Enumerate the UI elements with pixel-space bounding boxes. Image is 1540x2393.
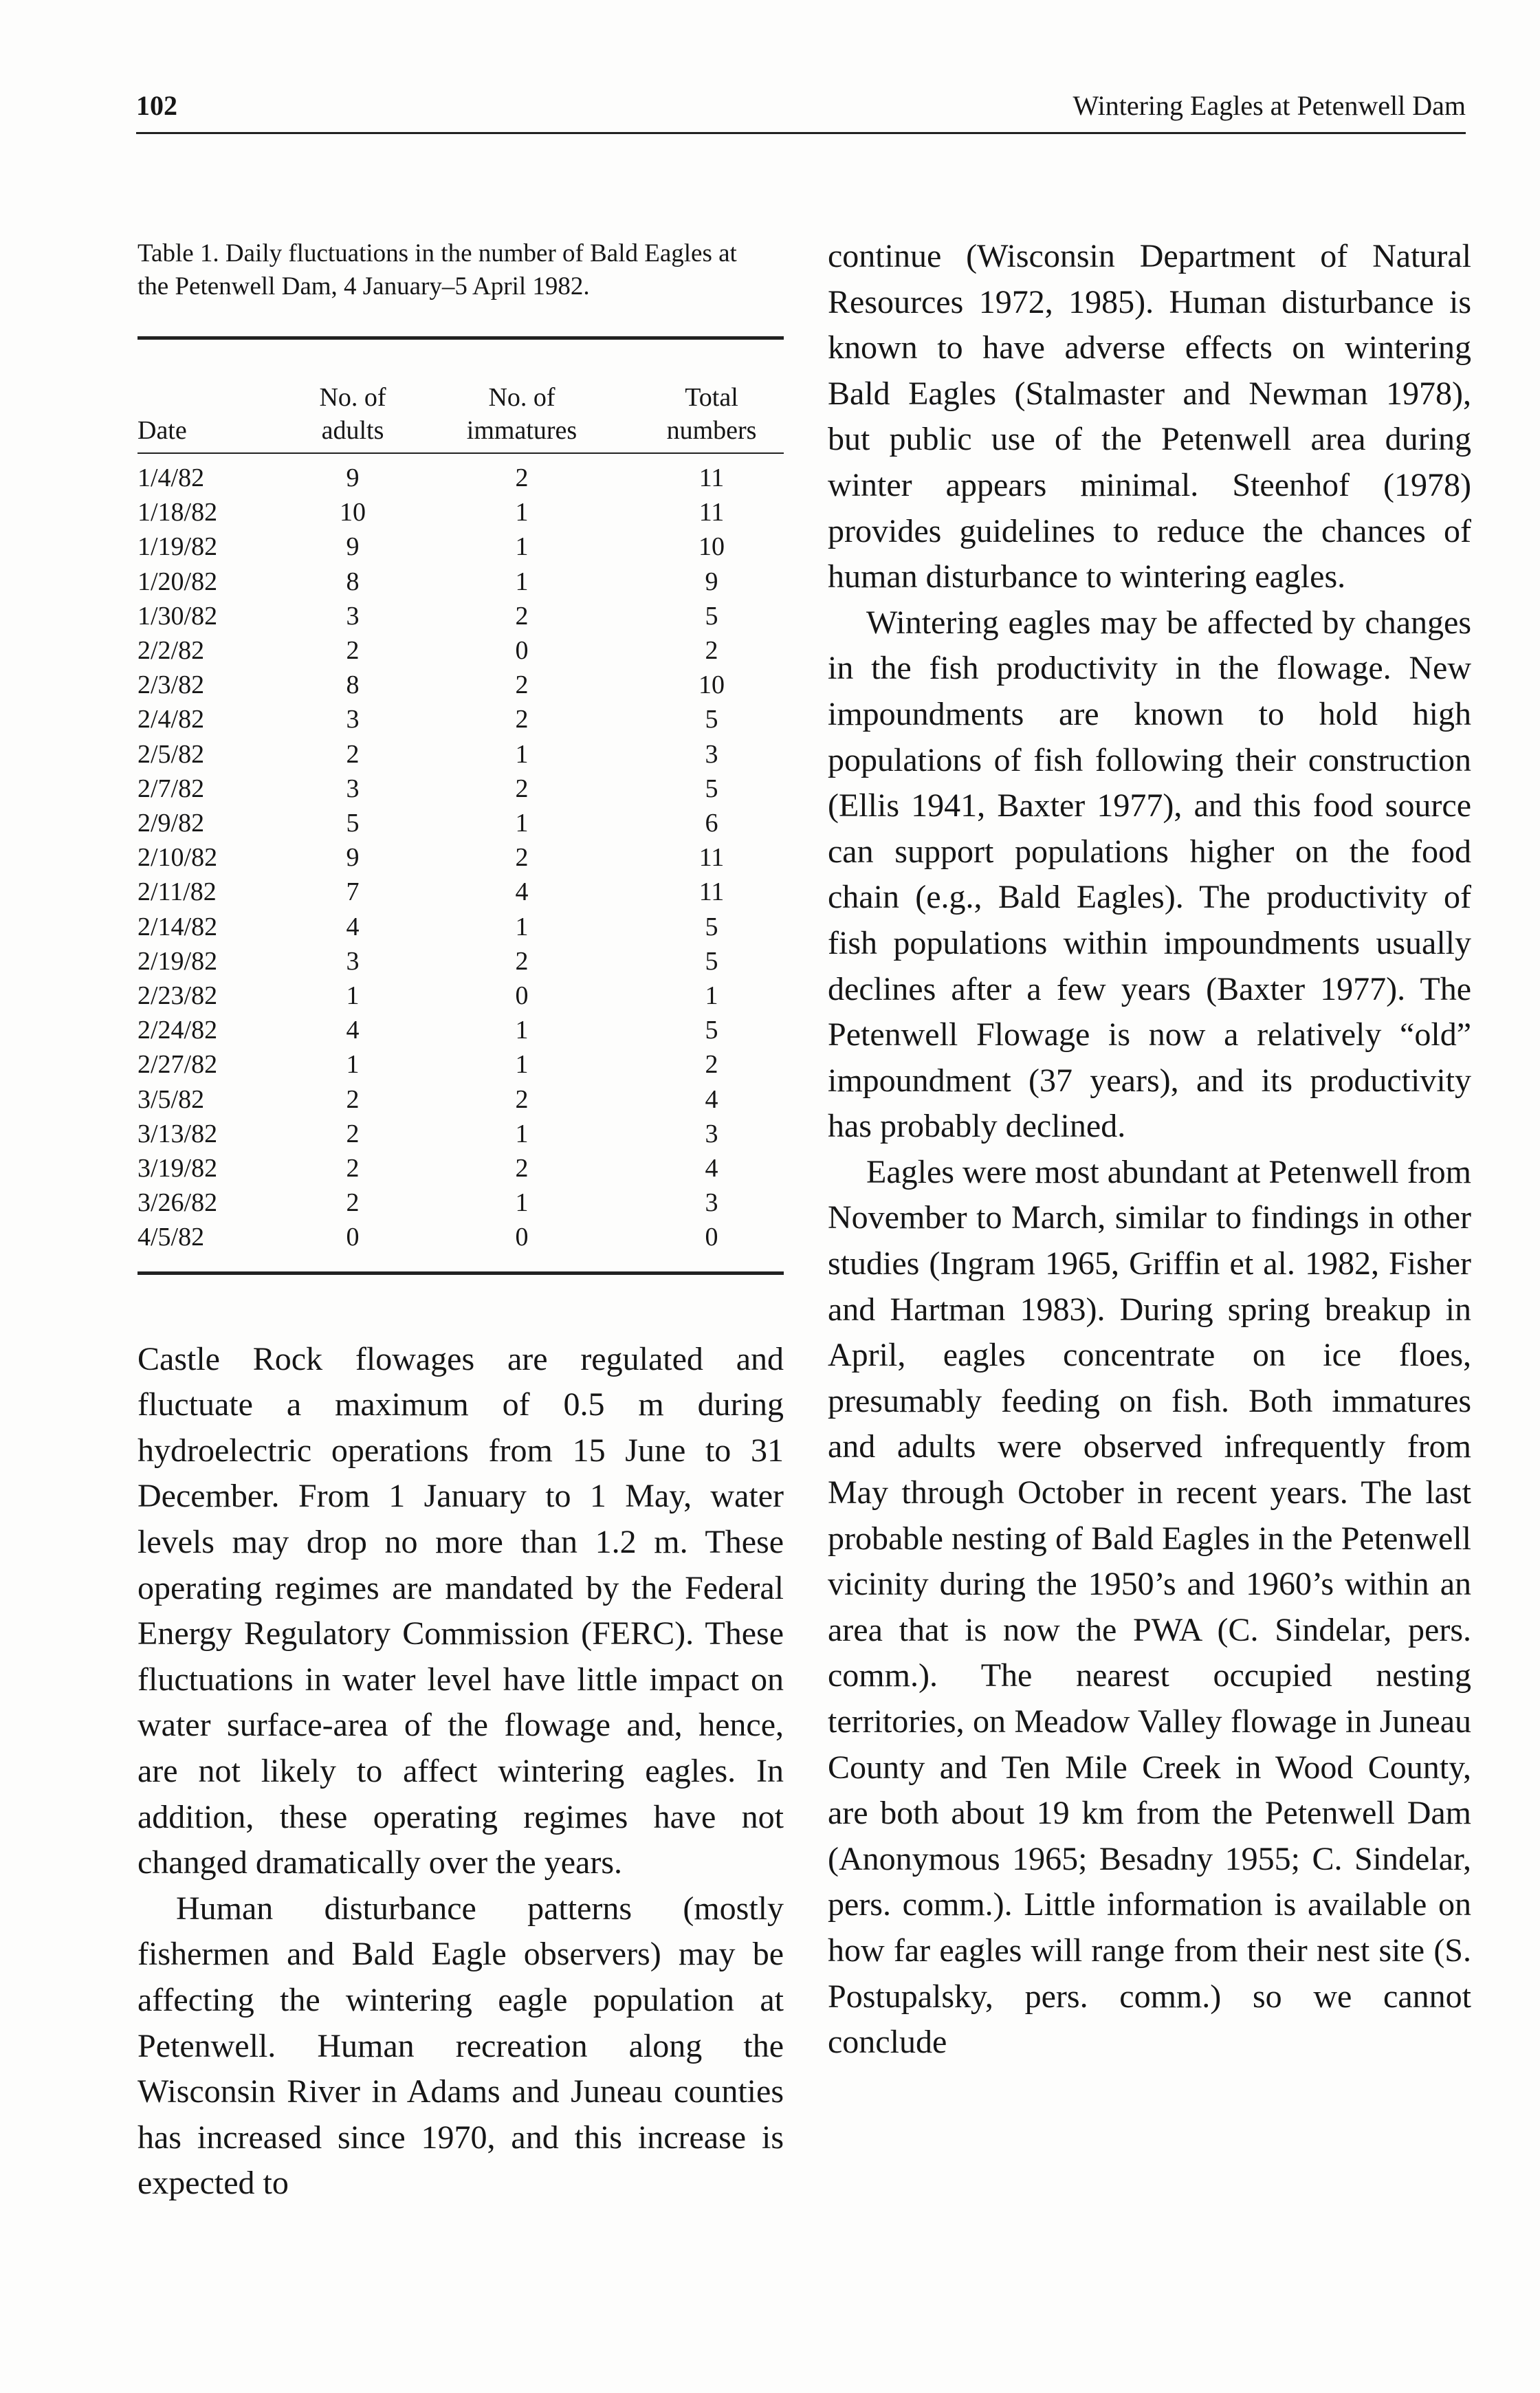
cell-adults: 8 <box>346 670 360 700</box>
cell-date: 2/5/82 <box>138 739 205 769</box>
cell-adults: 4 <box>346 1016 360 1045</box>
table-row <box>138 1151 784 1185</box>
cell-total: 11 <box>698 843 725 873</box>
table-caption: Table 1. Daily fluctuations in the number of Bald Eagles at the Petenwell Dam, 4 January–5 April 1982. <box>138 239 737 301</box>
table-row <box>138 806 784 840</box>
col-header-immatures-top: No. of <box>488 383 556 412</box>
table-row <box>138 599 784 633</box>
cell-total: 5 <box>705 774 718 803</box>
col-header-immatures: immatures <box>404 414 639 453</box>
table-row <box>138 1220 784 1271</box>
table-header-row-bottom <box>138 414 784 453</box>
cell-adults: 10 <box>340 498 366 527</box>
cell-date: 1/4/82 <box>138 463 205 492</box>
table-row <box>138 1185 784 1220</box>
cell-immatures: 0 <box>515 1223 529 1252</box>
cell-date: 3/26/82 <box>138 1188 218 1218</box>
cell-adults: 5 <box>346 809 360 838</box>
header-rule <box>136 132 1466 134</box>
eagle-count-table <box>138 340 784 1271</box>
cell-total: 2 <box>705 1050 718 1080</box>
cell-immatures: 2 <box>515 843 529 873</box>
col-header-date: Date <box>138 414 301 453</box>
cell-date: 3/19/82 <box>138 1154 218 1183</box>
cell-total: 4 <box>705 1084 718 1114</box>
table-row <box>138 565 784 599</box>
page-number: 102 <box>136 90 177 121</box>
cell-date: 2/3/82 <box>138 670 205 700</box>
cell-adults: 2 <box>346 1154 360 1183</box>
cell-adults: 2 <box>346 1084 360 1114</box>
cell-adults: 1 <box>346 981 360 1011</box>
cell-date: 2/9/82 <box>138 809 205 838</box>
cell-adults: 3 <box>346 774 360 803</box>
cell-adults: 3 <box>346 601 360 631</box>
table-row <box>138 737 784 772</box>
col-header-total: numbers <box>639 414 784 453</box>
cell-adults: 1 <box>346 1050 360 1080</box>
table-row <box>138 668 784 702</box>
right-paragraph-2: Wintering eagles may be affected by changes in the fish productivity in the flowage. New impoundments are known to hold high populations of fish following their construction (Ellis 1941, Baxter 1977), and this food source can support populations higher on the food chain (e.g., Bald Eagles). The productivity of fish populations within impoundments usually declines after a few years (Baxter 1977). The Petenwell Flowage is now a relatively “old” impoundment (37 years), and its productivity has probably declined. <box>828 604 1471 1145</box>
cell-total: 3 <box>705 739 718 769</box>
cell-date: 3/5/82 <box>138 1084 205 1114</box>
cell-adults: 8 <box>346 567 360 596</box>
table-row <box>138 529 784 564</box>
cell-adults: 9 <box>346 463 360 492</box>
cell-total: 4 <box>705 1154 718 1183</box>
cell-immatures: 1 <box>515 532 529 562</box>
right-column <box>828 234 1471 2066</box>
cell-immatures: 1 <box>515 498 529 527</box>
table-header-row-top <box>138 340 784 414</box>
cell-adults: 0 <box>346 1223 360 1252</box>
cell-total: 0 <box>705 1223 718 1252</box>
cell-immatures: 4 <box>515 877 529 907</box>
right-paragraph-1: continue (Wisconsin Department of Natural Resources 1972, 1985). Human disturbance is known to have adverse effects on wintering Bald Eagles (Stalmaster and Newman 1978), but public use of the Petenwell area during winter appears minimal. Steenhof (1978) provides guidelines to reduce the chances of human disturbance to wintering eagles. <box>828 238 1471 595</box>
cell-immatures: 2 <box>515 774 529 803</box>
cell-immatures: 1 <box>515 1188 529 1218</box>
left-paragraph-2: Human disturbance patterns (mostly fishermen and Bald Eagle observers) may be affecting the wintering eagle population at Petenwell. Human recreation along the Wisconsin River in Adams and Juneau counties has increased since 1970, and this increase is expected to <box>138 1890 784 2202</box>
cell-immatures: 2 <box>515 946 529 976</box>
table-row <box>138 1082 784 1117</box>
cell-date: 1/20/82 <box>138 567 218 596</box>
cell-total: 6 <box>705 809 718 838</box>
col-header-adults: adults <box>301 414 404 453</box>
table-row <box>138 910 784 944</box>
cell-date: 2/4/82 <box>138 705 205 734</box>
cell-date: 1/30/82 <box>138 601 218 631</box>
cell-total: 11 <box>698 877 725 907</box>
cell-date: 2/24/82 <box>138 1016 218 1045</box>
cell-total: 1 <box>705 981 718 1011</box>
table-row <box>138 840 784 875</box>
cell-immatures: 0 <box>515 981 529 1011</box>
cell-date: 3/13/82 <box>138 1119 218 1148</box>
cell-date: 2/27/82 <box>138 1050 218 1080</box>
cell-adults: 4 <box>346 912 360 941</box>
cell-date: 1/19/82 <box>138 532 218 562</box>
cell-adults: 7 <box>346 877 360 907</box>
cell-total: 5 <box>705 705 718 734</box>
table-row <box>138 453 784 495</box>
cell-adults: 2 <box>346 739 360 769</box>
cell-adults: 2 <box>346 1119 360 1148</box>
table-row <box>138 1047 784 1082</box>
cell-total: 5 <box>705 601 718 631</box>
cell-adults: 3 <box>346 946 360 976</box>
cell-total: 5 <box>705 946 718 976</box>
cell-date: 1/18/82 <box>138 498 218 527</box>
col-header-total-top: Total <box>685 383 738 412</box>
cell-date: 2/7/82 <box>138 774 205 803</box>
running-title: Wintering Eagles at Petenwell Dam <box>1072 90 1466 121</box>
right-paragraph-3: Eagles were most abundant at Petenwell from November to March, similar to findings in other studies (Ingram 1965, Griffin et al. 1982, Fisher and Hartman 1983). During spring breakup in April, eagles concentrate on ice floes, presumably feeding on fish. Both immatures and adults were observed infrequently from May through October in recent years. The last probable nesting of Bald Eagles in the Petenwell vicinity during the 1950’s and 1960’s within an area that is now the PWA (C. Sindelar, pers. comm.). The nearest occupied nesting territories, on Meadow Valley flowage in Juneau County and Ten Mile Creek in Wood County, are both about 19 km from the Petenwell Dam (Anonymous 1965; Besadny 1955; C. Sindelar, pers. comm.). Little information is available on how far eagles will range from their nest site (S. Postupalsky, pers. comm.) so we cannot conclude <box>828 1153 1471 2061</box>
cell-total: 3 <box>705 1119 718 1148</box>
cell-date: 2/2/82 <box>138 636 205 666</box>
table-row <box>138 702 784 736</box>
table-row <box>138 979 784 1013</box>
cell-total: 2 <box>705 636 718 666</box>
cell-immatures: 2 <box>515 670 529 700</box>
cell-immatures: 1 <box>515 809 529 838</box>
cell-immatures: 2 <box>515 1084 529 1114</box>
cell-immatures: 2 <box>515 1154 529 1183</box>
table-row <box>138 1013 784 1047</box>
cell-immatures: 2 <box>515 705 529 734</box>
table-bottom-rule <box>138 1271 784 1275</box>
cell-adults: 2 <box>346 1188 360 1218</box>
cell-total: 11 <box>698 463 725 492</box>
cell-adults: 3 <box>346 705 360 734</box>
col-header-adults-top: No. of <box>319 383 386 412</box>
cell-immatures: 1 <box>515 739 529 769</box>
cell-date: 2/19/82 <box>138 946 218 976</box>
left-column <box>138 237 784 2207</box>
table-row <box>138 495 784 529</box>
cell-date: 4/5/82 <box>138 1223 205 1252</box>
cell-total: 9 <box>705 567 718 596</box>
cell-total: 10 <box>698 532 725 562</box>
cell-date: 2/14/82 <box>138 912 218 941</box>
cell-immatures: 1 <box>515 1119 529 1148</box>
col-header-date-top <box>138 340 301 414</box>
cell-adults: 2 <box>346 636 360 666</box>
cell-total: 11 <box>698 498 725 527</box>
cell-immatures: 2 <box>515 601 529 631</box>
table-row <box>138 1117 784 1151</box>
cell-immatures: 0 <box>515 636 529 666</box>
cell-immatures: 1 <box>515 912 529 941</box>
cell-date: 2/11/82 <box>138 877 217 907</box>
table-row <box>138 944 784 979</box>
cell-total: 3 <box>705 1188 718 1218</box>
cell-total: 5 <box>705 1016 718 1045</box>
cell-date: 2/10/82 <box>138 843 218 873</box>
cell-immatures: 1 <box>515 1016 529 1045</box>
table-row <box>138 875 784 909</box>
left-paragraph-1: Castle Rock flowages are regulated and fluctuate a maximum of 0.5 m during hydroelectric operations from 15 June to 31 December. From 1 January to 1 May, water levels may drop no more than 1.2 m. These operating regimes are mandated by the Federal Energy Regulatory Commission (FERC). These fluctuations in water level have little impact on water surface-area of the flowage and, hence, are not likely to affect wintering eagles. In addition, these operating regimes have not changed dramatically over the years. <box>138 1340 784 1881</box>
cell-immatures: 2 <box>515 463 529 492</box>
cell-date: 2/23/82 <box>138 981 218 1011</box>
cell-immatures: 1 <box>515 567 529 596</box>
cell-total: 10 <box>698 670 725 700</box>
table-row <box>138 772 784 806</box>
cell-immatures: 1 <box>515 1050 529 1080</box>
cell-adults: 9 <box>346 532 360 562</box>
table-row <box>138 633 784 668</box>
cell-adults: 9 <box>346 843 360 873</box>
cell-total: 5 <box>705 912 718 941</box>
table-body <box>138 453 784 1271</box>
